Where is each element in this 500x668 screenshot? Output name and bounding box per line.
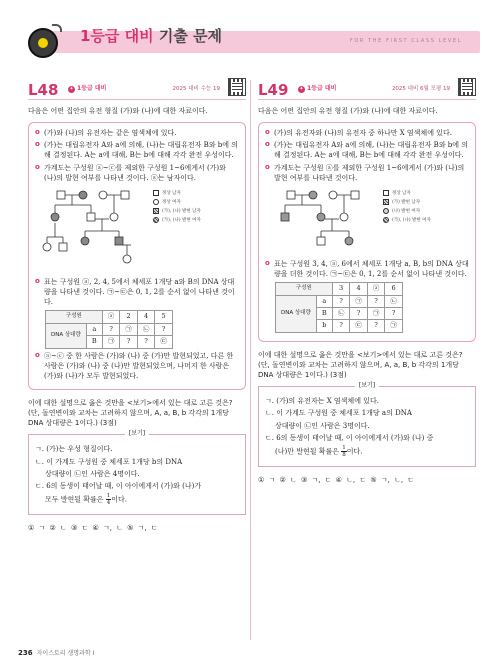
question-L49 <box>258 80 476 485</box>
question-header <box>28 80 246 100</box>
question-intro: 다음은 어떤 집안의 유전 형질 (가)와 (나)에 대한 자료이다. <box>28 107 208 115</box>
condition-item: o 가계도는 구성원 ⓐ~ⓒ를 제외한 구성원 1~6에게서 (가)와 (나)의 발현 여부를 나타낸 것이다. ⓐ는 남자이다. <box>35 163 239 183</box>
qr-code-icon[interactable] <box>458 78 476 96</box>
level-badge: ✦ 1등급 대비 <box>299 85 337 92</box>
header-subtitle: FOR THE FIRST CLASS LEVEL <box>349 38 462 44</box>
bogi-box: [보기] ㄱ. (가)는 우성 형질이다. ㄴ. 이 가계도 구성원 중 체세포 1개당 b의 DNA 상대량이 ㉡인 사람은 4명이다. ㄷ. 6의 동생이 태어날 때, 이 아이에게서 (가)와 (나)가 모두 발현될 확률은 $\frac{1}{4}$ 이다. <box>28 434 246 515</box>
pedigree-chart <box>265 185 469 255</box>
conditions-box <box>258 122 476 342</box>
header-title: 1등급 대비 기출 문제 <box>80 27 223 45</box>
bogi-box: [보기] ㄱ. (가)의 유전자는 X 염색체에 있다. ㄴ. 이 가계도 구성원 중 체세포 1개당 a의 DNA 상대량이 ㉡인 사람은 3명이다. ㄷ. 6의 동생이 태어날 때, 이 아이에게서 (가)와 (나) 중 (나)만 발현될 확률은 $\frac{1}{8}$ 이다. <box>258 386 476 467</box>
pedigree-chart <box>35 185 239 273</box>
question-number: L49 <box>258 81 289 99</box>
book-title: 자이스토리 생명과학 I <box>36 650 95 657</box>
page-number: 236 <box>18 649 33 657</box>
bomb-icon <box>28 28 58 58</box>
question-stem: 이에 대한 설명으로 옳은 것만을 <보기>에서 있는 대로 고른 것은? (단, 돌연변이와 교차는 고려하지 않으며, A, a, B, b 각각의 1개당 DNA 상대량은 1이다.) (3점) <box>258 350 463 380</box>
answer-choices[interactable]: ① ㄱ ② ㄴ ③ ㄱ, ㄷ ④ ㄴ, ㄷ ⑤ ㄱ, ㄴ, ㄷ <box>258 475 415 484</box>
pedigree-diagram <box>265 185 383 255</box>
pedigree-legend: 정상 남자 정상 여자 (가), (나) 발현 남자 (가), (나) 발현 여자 <box>153 189 201 225</box>
qr-code-icon[interactable] <box>228 78 246 96</box>
target-icon: ✦ <box>69 86 74 92</box>
question-header <box>258 80 476 100</box>
condition-item: o (가)는 대립유전자 A와 a에 의해, (나)는 대립유전자 B와 b에 의해 결정된다. A는 a에 대해, B는 b에 대해 각각 완전 우성이다. <box>265 140 469 160</box>
question-L48 <box>28 80 246 533</box>
condition-item: o 가계도는 구성원 ⓐ를 제외한 구성원 1~6에게서 (가)와 (나)의 발현 여부를 나타낸 것이다. <box>265 163 469 183</box>
question-stem: 이에 대한 설명으로 옳은 것만을 <보기>에서 있는 대로 고른 것은? (단, 돌연변이와 교차는 고려하지 않으며, A, a, B, b 각각의 1개당 DNA 상대량은 1이다.) (3점) <box>28 398 233 428</box>
question-number: L48 <box>28 81 59 99</box>
pedigree-diagram <box>35 185 153 273</box>
dna-table: 구성원 3 4 ⓐ 6 DNA 상대량 a ? ㉠ ? ㉡ B ㉡ ? ㉠ ? b ? ㉢ ? ㉠ <box>275 282 403 333</box>
target-icon: ✦ <box>299 86 304 92</box>
condition-item: o (가)는 대립유전자 A와 a에 의해, (나)는 대립유전자 B와 b에 의해 결정된다. A는 a에 대해, B는 b에 대해 각각 완전 우성이다. <box>35 140 239 160</box>
answer-choices[interactable]: ① ㄱ ② ㄴ ③ ㄷ ④ ㄱ, ㄴ ⑤ ㄱ, ㄷ <box>28 523 158 532</box>
dna-table: 구성원 ⓐ 2 4 5 DNA 상대량 a ? ㉠ ㉡ ? B ㉠ ? ? ㉢ <box>45 310 173 348</box>
condition-item: o (가)의 유전자와 (나)의 유전자 중 하나만 X 염색체에 있다. <box>265 128 469 138</box>
question-intro: 다음은 어떤 집안의 유전 형질 (가)와 (나)에 대한 자료이다. <box>258 107 438 115</box>
level-badge: ✦ 1등급 대비 <box>69 85 107 92</box>
condition-item: o 표는 구성원 3, 4, ⓐ, 6에서 체세포 1개당 a, B, b의 DNA 상대량을 더한 것이다. ㉠~㉢은 0, 1, 2를 순서 없이 나타낸 것이다. <box>265 259 469 279</box>
pedigree-legend: 정상 남자 (가) 발현 남자 (나) 발현 여자 (가), (나) 발현 여자 <box>383 189 431 225</box>
condition-item: o 표는 구성원 ⓐ, 2, 4, 5에서 체세포 1개당 a와 B의 DNA 상대량을 나타낸 것이다. ㉠~㉢은 0, 1, 2를 순서 없이 나타낸 것이다. <box>35 277 239 307</box>
column-divider <box>250 80 251 640</box>
page-header <box>18 22 482 62</box>
condition-item: o (가)와 (나)의 유전자는 같은 염색체에 있다. <box>35 128 239 138</box>
question-source: 2025 대비 6월 모평 19 <box>391 86 450 92</box>
condition-item: o ⓐ~ⓒ 중 한 사람은 (가)와 (나) 중 (가)만 발현되었고, 다른 한 사람은 (가)와 (나) 중 (나)만 발현되었으며, 나머지 한 사람은 (가)와 (나)가 모두 발현되었다. <box>35 351 239 381</box>
conditions-box <box>28 122 246 390</box>
fraction: $\frac{1}{8}$ <box>342 444 346 458</box>
fraction: $\frac{1}{4}$ <box>106 492 111 506</box>
page-footer <box>18 648 94 659</box>
question-source: 2025 대비 수능 19 <box>172 86 220 92</box>
